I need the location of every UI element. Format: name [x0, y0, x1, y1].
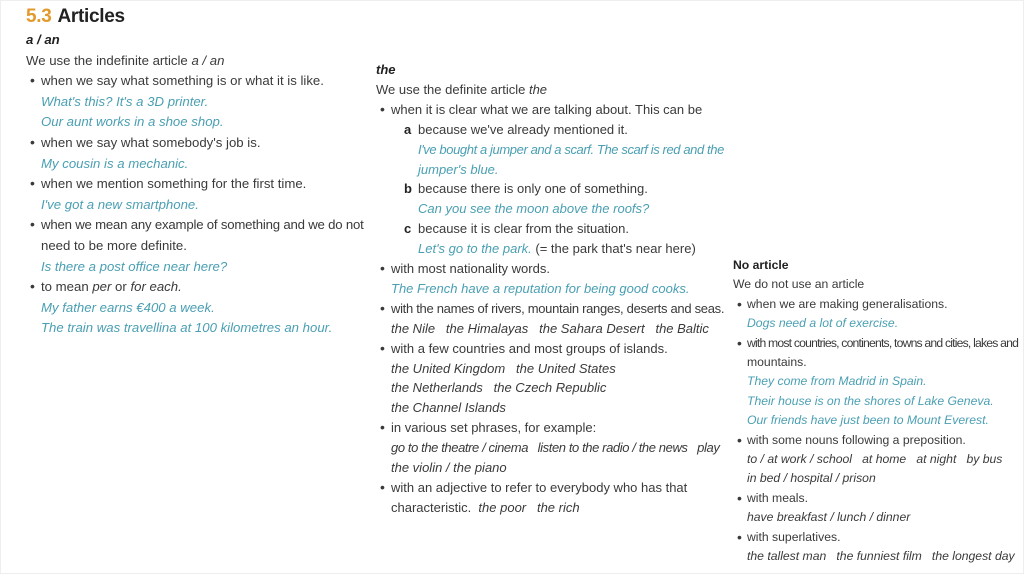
rule-text: to / at work / school at home at night by bus [747, 452, 1003, 466]
section-title [26, 6, 125, 28]
text-line [418, 201, 649, 216]
rule-text: or [111, 279, 131, 295]
text-line [41, 238, 187, 253]
rule-text: the violin / the piano [391, 460, 507, 475]
text-line [747, 452, 1002, 466]
text-line [733, 277, 864, 291]
bullet-item [747, 530, 840, 544]
text-line [41, 259, 227, 274]
example-text: I've bought a jumper and a scarf. The scarf is red and the [418, 141, 724, 157]
bullet-item [41, 217, 364, 232]
example-text: I've got a new smartphone. [41, 196, 199, 212]
text-line [41, 197, 199, 212]
rule-text: need to be more definite. [41, 238, 187, 253]
bullet-icon: • [380, 478, 385, 495]
example-text: The French have a reputation for being good cooks. [391, 280, 690, 296]
rule-text: go to the theatre / cinema listen to the radio / the news play [391, 440, 720, 456]
text-line [391, 460, 507, 475]
text-line [26, 32, 60, 47]
bullet-item [747, 297, 948, 311]
text-line [418, 162, 499, 177]
section-title-text: Articles [57, 6, 125, 27]
rule-text: when we mention something for the first time. [41, 176, 307, 192]
text-line [391, 361, 616, 376]
bullet-icon: • [30, 216, 35, 233]
text-line [418, 241, 696, 256]
rule-text: We do not use an article [733, 277, 865, 292]
bullet-icon: • [737, 528, 742, 545]
text-line [41, 320, 332, 335]
rule-text: when we say what somebody's job is. [41, 135, 261, 150]
bullet-icon: • [737, 334, 742, 351]
text-line [747, 374, 927, 388]
bullet-icon: • [737, 295, 742, 312]
text-line [418, 181, 648, 196]
example-text: Dogs need a lot of exercise. [747, 316, 899, 331]
rule-text: the Channel Islands [391, 400, 506, 416]
rule-text: characteristic. [391, 499, 479, 515]
rule-text: with most nationality words. [391, 261, 550, 276]
text-line [747, 394, 994, 408]
example-text: Let's go to the park. [418, 241, 532, 257]
bullet-icon: • [30, 175, 35, 192]
rule-text: (= the park that's near here) [531, 241, 696, 257]
text-line [747, 316, 898, 330]
rule-text: because it is clear from the situation. [418, 221, 629, 237]
example-text: They come from Madrid in Spain. [747, 374, 927, 389]
bullet-item [391, 480, 687, 495]
rule-text: for each. [130, 279, 182, 295]
rule-text: the United Kingdom the United States [391, 360, 616, 376]
bullet-item [391, 301, 724, 316]
bullet-item [41, 279, 182, 294]
rule-text: the tallest man the funniest film the longest day [747, 549, 1015, 563]
rule-text: the [528, 81, 548, 97]
rule-text: mountains. [747, 355, 807, 369]
bullet-item [41, 73, 324, 88]
example-text: What's this? It's a 3D printer. [41, 93, 209, 109]
bullet-item [391, 261, 550, 276]
example-text: Can you see the moon above the roofs? [418, 201, 650, 217]
rule-text: the Nile the Himalayas the Sahara Desert the Baltic [391, 320, 709, 336]
bullet-icon: • [380, 260, 385, 276]
bullet-item [391, 420, 596, 435]
rule-text: with the names of rivers, mountain ranges, deserts and seas. [391, 300, 725, 316]
text-line [41, 114, 224, 129]
subheading: No article [733, 258, 789, 272]
example-text: Their house is on the shores of Lake Geneva. [747, 393, 994, 408]
example-text: The train was travellina at 100 kilometres an hour. [41, 320, 333, 336]
bullet-icon: • [30, 134, 35, 150]
rule-text: with a few countries and most groups of islands. [391, 340, 668, 356]
rule-text: We use the indefinite article [26, 52, 192, 68]
rule-text: the poor the rich [478, 499, 580, 515]
bullet-item [747, 491, 808, 505]
example-text: Is there a post office near here? [41, 258, 228, 274]
text-line [418, 122, 628, 137]
example-text: Our aunt works in a shoe shop. [41, 114, 224, 130]
text-line [747, 413, 989, 427]
rule-text: when we say what something is or what it is like. [41, 73, 324, 89]
bullet-icon: • [380, 419, 385, 436]
text-line [376, 82, 547, 97]
text-line [41, 300, 215, 315]
sub-item-label: c [404, 221, 412, 237]
rule-text: when we are making generalisations. [747, 296, 948, 311]
bullet-icon: • [737, 431, 742, 448]
rule-text: the Netherlands the Czech Republic [391, 380, 607, 396]
section-number: 5.3 [26, 6, 52, 27]
bullet-icon: • [737, 489, 742, 506]
rule-text: with most countries, continents, towns and cities, lakes and [747, 335, 1019, 350]
text-line [26, 53, 224, 68]
bullet-item [747, 336, 1018, 350]
rule-text: with superlatives. [747, 529, 841, 544]
text-line [391, 440, 719, 455]
bullet-item [41, 135, 261, 150]
rule-text: with an adjective to refer to everybody who has that [391, 479, 688, 495]
bullet-icon: • [380, 339, 385, 356]
text-line [747, 510, 910, 524]
example-text: jumper's blue. [418, 161, 499, 177]
text-line [376, 62, 396, 77]
subheading: a / an [26, 32, 60, 47]
text-line [733, 258, 789, 272]
bullet-icon: • [30, 72, 35, 89]
example-text: My father earns €400 a week. [41, 299, 215, 315]
example-text: My cousin is a mechanic. [41, 155, 189, 171]
rule-text: because we've already mentioned it. [418, 121, 628, 137]
rule-text: in various set phrases, for example: [391, 420, 597, 436]
bullet-item [391, 102, 702, 117]
text-line [391, 281, 689, 296]
rule-text: to mean [41, 279, 93, 295]
bullet-item [391, 341, 668, 356]
text-line [41, 94, 208, 109]
bullet-icon: • [30, 278, 35, 295]
text-line [747, 471, 876, 485]
text-line [391, 500, 580, 515]
rule-text: with some nouns following a preposition. [747, 432, 966, 447]
text-line [418, 221, 629, 236]
rule-text: a / an [191, 52, 225, 68]
example-text: Our friends have just been to Mount Everest. [747, 413, 989, 428]
rule-text: in bed / hospital / prison [747, 471, 876, 486]
text-line [747, 355, 807, 369]
text-line [418, 142, 724, 157]
sub-item-label: b [404, 181, 412, 197]
bullet-icon: • [380, 100, 385, 117]
text-line [41, 156, 188, 171]
sub-item-label: a [404, 121, 412, 137]
rule-text: when it is clear what we are talking about. This can be [391, 101, 703, 117]
bullet-icon: • [380, 299, 385, 316]
subheading: the [376, 62, 396, 77]
rule-text: when we mean any example of something and we do not [41, 217, 364, 233]
text-line [391, 380, 606, 395]
rule-text: with meals. [747, 490, 808, 505]
rule-text: per [92, 279, 112, 295]
bullet-item [747, 433, 966, 447]
rule-text: have breakfast / lunch / dinner [747, 510, 911, 525]
text-line [747, 549, 1015, 563]
bullet-item [41, 176, 306, 191]
rule-text: because there is only one of something. [418, 181, 648, 197]
text-line [391, 400, 506, 415]
rule-text: We use the definite article [376, 81, 529, 97]
text-line [391, 321, 709, 336]
